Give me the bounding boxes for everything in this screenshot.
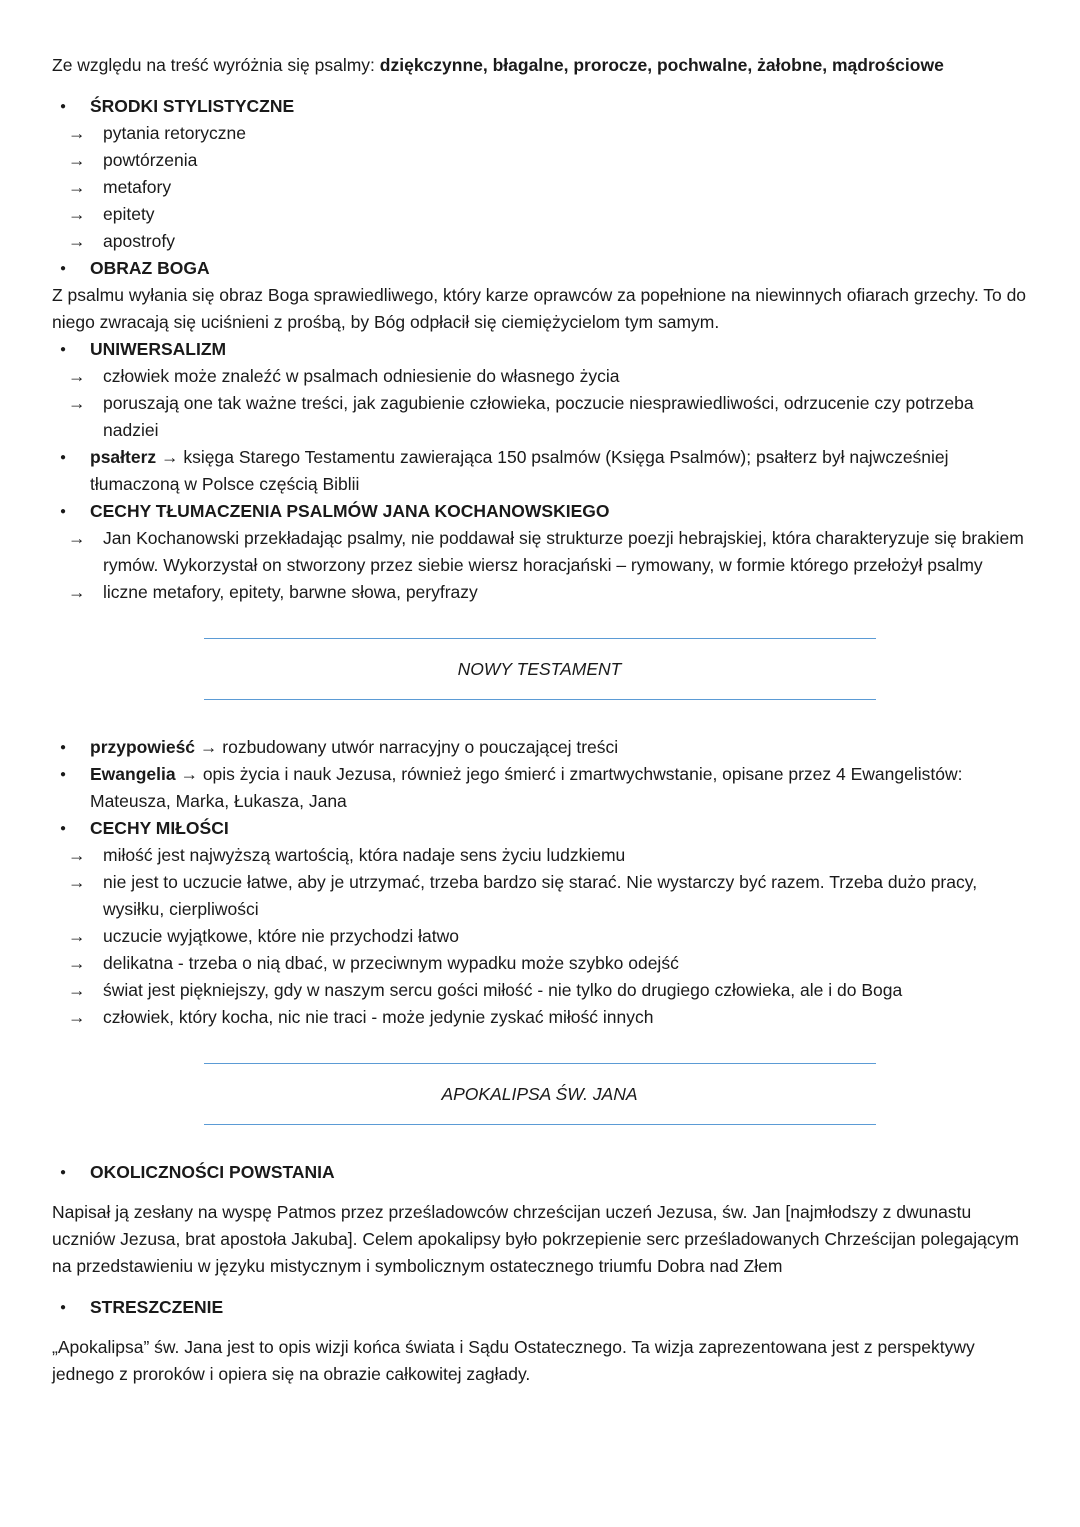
document-page <box>52 52 1027 1388</box>
list-item: → uczucie wyjątkowe, które nie przychodzi łatwo <box>52 923 1027 950</box>
heading-summary: ● STRESZCZENIE <box>52 1294 1027 1321</box>
psalter-definition: ● psałterz → księga Starego Testamentu zawierająca 150 psalmów (Księga Psalmów); psałterz był najwcześniej tłumaczoną w Polsce częścią Biblii <box>52 444 1027 498</box>
summary-paragraph: „Apokalipsa” św. Jana jest to opis wizji końca świata i Sądu Ostatecznego. Ta wizja zaprezentowana jest z perspektywy jednego z proroków i opiera się na obrazie całkowitej zagłady. <box>52 1337 975 1384</box>
list-item: → epitety <box>52 201 1027 228</box>
list-item: → poruszają one tak ważne treści, jak zagubienie człowieka, poczucie niesprawiedliwości, odrzucenie czy potrzeba nadziei <box>52 390 1027 444</box>
heading-love: ● CECHY MIŁOŚCI <box>52 815 1027 842</box>
list-item: → pytania retoryczne <box>52 120 1027 147</box>
heading-universalism: ● UNIWERSALIZM <box>52 336 1027 363</box>
god-paragraph: Z psalmu wyłania się obraz Boga sprawiedliwego, który karze oprawców za popełnione na niewinnych ofiarach grzechy. To do niego zwracają się uciśnieni z prośbą, by Bóg odpłacił się ciemiężycielom tym samym. <box>52 285 1027 332</box>
heading-god: ● OBRAZ BOGA <box>52 255 1027 282</box>
divider <box>204 699 876 700</box>
divider <box>204 638 876 639</box>
list-item: → nie jest to uczucie łatwe, aby je utrzymać, trzeba bardzo się starać. Nie wystarczy być razem. Trzeba dużo pracy, wysiłku, cierpliwości <box>52 869 1027 923</box>
heading-origin: ● OKOLICZNOŚCI POWSTANIA <box>52 1159 1027 1186</box>
list-item: → powtórzenia <box>52 147 1027 174</box>
list-item: → człowiek, który kocha, nic nie traci - może jedynie zyskać miłość innych <box>52 1004 1027 1031</box>
divider <box>204 1124 876 1125</box>
list-item: → człowiek może znaleźć w psalmach odniesienie do własnego życia <box>52 363 1027 390</box>
heading-kochanowski: ● CECHY TŁUMACZENIA PSALMÓW JANA KOCHANOWSKIEGO <box>52 498 1027 525</box>
origin-paragraph: Napisał ją zesłany na wyspę Patmos przez prześladowców chrześcijan uczeń Jezusa, św. Jan [najmłodszy z dwunastu uczniów Jezusa, brat apostoła Jakuba]. Celem apokalipsy było pokrzepienie serc prześladowanych Chrześcijan polegającym na przedstawieniu w języku mistycznym i symbolicznym ostatecznego triumfu Dobra nad Złem <box>52 1202 1019 1276</box>
list-item: → miłość jest najwyższą wartością, która nadaje sens życiu ludzkiemu <box>52 842 1027 869</box>
list-item: → świat jest piękniejszy, gdy w naszym sercu gości miłość - nie tylko do drugiego człowieka, ale i do Boga <box>52 977 1027 1004</box>
divider <box>204 1063 876 1064</box>
intro-paragraph: Ze względu na treść wyróżnia się psalmy: dziękczynne, błagalne, prorocze, pochwalne, żałobne, mądrościowe <box>52 55 944 75</box>
section-title-apocalypse: APOKALIPSA ŚW. JANA <box>441 1084 638 1104</box>
parable-definition: ● przypowieść → rozbudowany utwór narracyjny o pouczającej treści <box>52 734 1027 761</box>
psalm-types: dziękczynne, błagalne, prorocze, pochwalne, żałobne, mądrościowe <box>379 55 944 75</box>
section-title-new-testament: NOWY TESTAMENT <box>457 659 622 679</box>
heading-stylistic: ● ŚRODKI STYLISTYCZNE <box>52 93 1027 120</box>
gospel-definition: ● Ewangelia → opis życia i nauk Jezusa, również jego śmierć i zmartwychwstanie, opisane przez 4 Ewangelistów: Mateusza, Marka, Łukasza, Jana <box>52 761 1027 815</box>
list-item: → Jan Kochanowski przekładając psalmy, nie poddawał się strukturze poezji hebrajskiej, która charakteryzuje się brakiem rymów. Wykorzystał on stworzony przez siebie wiersz horacjański – rymowany, w formie którego przełożył psalmy <box>52 525 1027 579</box>
list-item: → metafory <box>52 174 1027 201</box>
list-item: → delikatna - trzeba o nią dbać, w przeciwnym wypadku może szybko odejść <box>52 950 1027 977</box>
list-item: → liczne metafory, epitety, barwne słowa, peryfrazy <box>52 579 1027 606</box>
list-item: → apostrofy <box>52 228 1027 255</box>
